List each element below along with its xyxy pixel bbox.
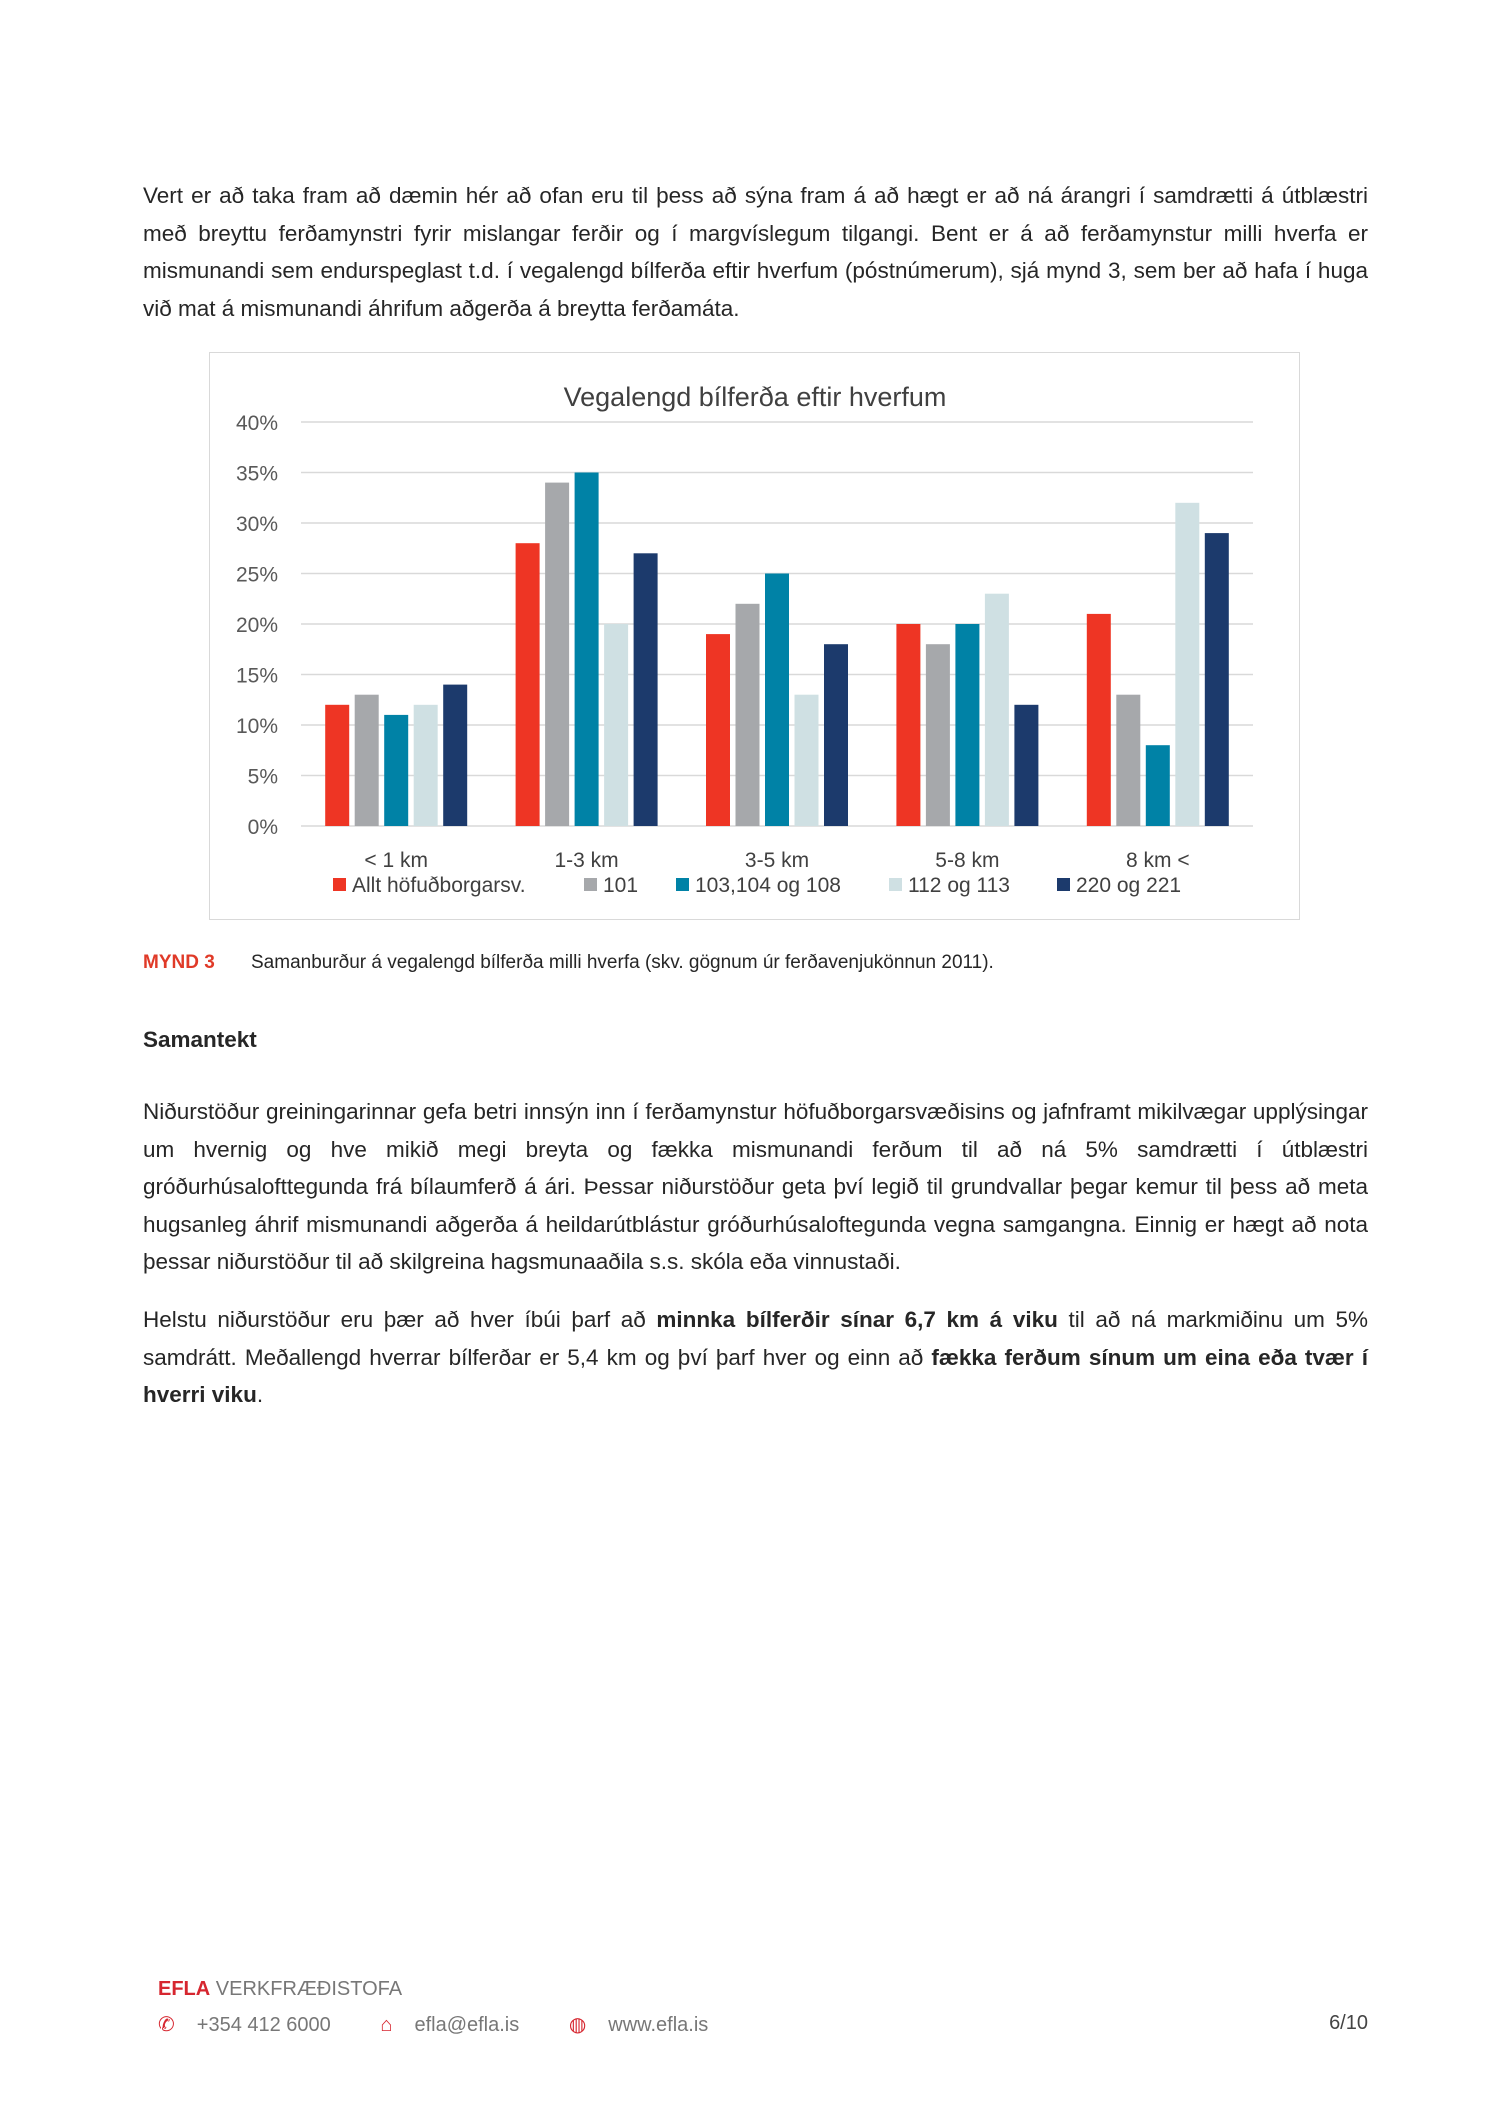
bar-Allt-h-fu-borgarsv-	[1087, 614, 1111, 826]
x-tick-label: 3-5 km	[744, 849, 810, 872]
bar-chart	[210, 353, 1298, 918]
x-tick-label: 1-3 km	[554, 849, 619, 872]
legend-label: 103,104 og 108	[695, 874, 841, 897]
bar-112-og-113	[414, 705, 438, 826]
page-number: 6/10	[1329, 2012, 1368, 2034]
x-tick-label: 8 km <	[1125, 849, 1190, 872]
bar-220-og-221	[634, 553, 658, 826]
globe-icon: ◍	[568, 2014, 587, 2036]
legend-label: 101	[603, 874, 639, 897]
brand-name: VERKFRÆÐISTOFA	[210, 1978, 403, 2000]
bar-220-og-221	[443, 685, 467, 826]
y-tick-label: 5%	[247, 765, 278, 789]
section-heading: Samantekt	[143, 1027, 257, 1052]
y-tick-label: 30%	[235, 513, 278, 536]
web-link[interactable]: www.efla.is	[608, 2014, 709, 2036]
legend-swatch	[333, 878, 346, 891]
bar-Allt-h-fu-borgarsv-	[706, 634, 730, 826]
phone: +354 412 6000	[196, 2014, 331, 2036]
bar-112-og-113	[985, 594, 1009, 826]
chart-title: Vegalengd bílferða eftir hverfum	[563, 382, 947, 412]
bar-Allt-h-fu-borgarsv-	[325, 705, 349, 826]
bar-103-104-og-108	[384, 715, 408, 826]
bar-103-104-og-108	[575, 473, 599, 827]
y-tick-label: 10%	[235, 715, 278, 738]
legend-label: 112 og 113	[908, 874, 1010, 897]
chart-figure	[209, 352, 1300, 920]
bar-220-og-221	[1205, 533, 1229, 826]
legend-swatch	[1057, 878, 1070, 891]
bar-220-og-221	[1014, 705, 1038, 826]
bold-text: minnka bílferðir sínar 6,7 km á viku	[656, 1307, 1058, 1332]
email-link[interactable]: efla@efla.is	[414, 2014, 520, 2036]
mail-icon: ⌂	[380, 2014, 393, 2036]
y-tick-label: 40%	[235, 412, 278, 435]
bar-112-og-113	[604, 624, 628, 826]
phone-icon: ✆	[158, 2014, 175, 2036]
caption-label: MYND 3	[143, 952, 215, 973]
legend-swatch	[584, 878, 597, 891]
summary-paragraph-1: Niðurstöður greiningarinnar gefa betri innsýn inn í ferðamynstur höfuðborgarsvæðisins og jafnframt mikilvægar upplýsingar um hvernig og hve mikið megi breyta og fækka mismunandi ferðum til að ná 5% samdrætti í útblæstri gróðurhúsalofttegunda frá bílaumferð á ári. Þessar niðurstöður geta því legið til grundvallar þegar kemur til þess að meta hugsanleg áhrif mismunandi aðgerða á heildarútblástur gróðurhúsaloftegunda vegna samgangna. Einnig er hægt að nota þessar niðurstöður til að skilgreina hagsmunaaðila s.s. skóla eða vinnustaði.	[143, 1099, 1368, 1275]
brand-logo: EFLA	[158, 1978, 211, 2000]
bar-101	[545, 483, 569, 826]
bar-Allt-h-fu-borgarsv-	[896, 624, 920, 826]
bar-112-og-113	[1175, 503, 1199, 826]
figure-caption	[143, 952, 994, 974]
intro-paragraph: Vert er að taka fram að dæmin hér að ofan eru til þess að sýna fram á að hægt er að ná árangri í samdrætti á útblæstri með breyttu ferðamynstri fyrir mislangar ferðir og í margvíslegum tilgangi. Bent er á að ferðamynstur milli hverfa er mismunandi sem endurspeglast t.d. í vegalengd bílferða eftir hverfum (póstnúmerum), sjá mynd 3, sem ber að hafa í huga við mat á mismunandi áhrifum aðgerða á breytta ferðamáta.	[143, 183, 1368, 321]
y-tick-label: 20%	[235, 614, 278, 637]
y-tick-label: 25%	[235, 563, 278, 587]
footer-brand	[158, 1978, 402, 2001]
bar-220-og-221	[824, 644, 848, 826]
y-tick-label: 35%	[235, 462, 278, 486]
bar-101	[926, 644, 950, 826]
x-tick-label: < 1 km	[364, 849, 429, 872]
legend-label: 220 og 221	[1076, 874, 1182, 897]
bar-103-104-og-108	[1146, 745, 1170, 826]
bold-text: fækka ferðum sínum um eina eða tvær í hverri viku	[143, 1344, 1369, 1408]
bar-103-104-og-108	[765, 574, 789, 827]
legend-swatch	[889, 878, 902, 891]
legend-swatch	[676, 878, 689, 891]
bar-103-104-og-108	[955, 624, 979, 826]
y-tick-label: 0%	[247, 816, 278, 839]
bar-101	[736, 604, 760, 826]
caption-text: Samanburður á vegalengd bílferða milli hverfa (skv. gögnum úr ferðavenjukönnun 2011).	[251, 952, 994, 973]
text: Helstu niðurstöður eru þær að hver íbúi þarf að	[143, 1307, 657, 1332]
bar-Allt-h-fu-borgarsv-	[516, 543, 540, 826]
y-tick-label: 15%	[235, 664, 278, 688]
footer-contacts	[158, 2012, 752, 2037]
bar-112-og-113	[795, 695, 819, 826]
x-tick-label: 5-8 km	[935, 849, 1000, 872]
summary-paragraph-2	[143, 1301, 1368, 1414]
text: .	[256, 1382, 264, 1408]
bar-101	[1116, 695, 1140, 826]
text: til að ná markmiðinu um 5% samdrátt. Meðallengd hverrar bílferðar er 5,4 km og því þarf hver og einn að	[143, 1307, 1368, 1370]
legend-label: Allt höfuðborgarsv.	[352, 874, 526, 897]
bar-101	[355, 695, 379, 826]
